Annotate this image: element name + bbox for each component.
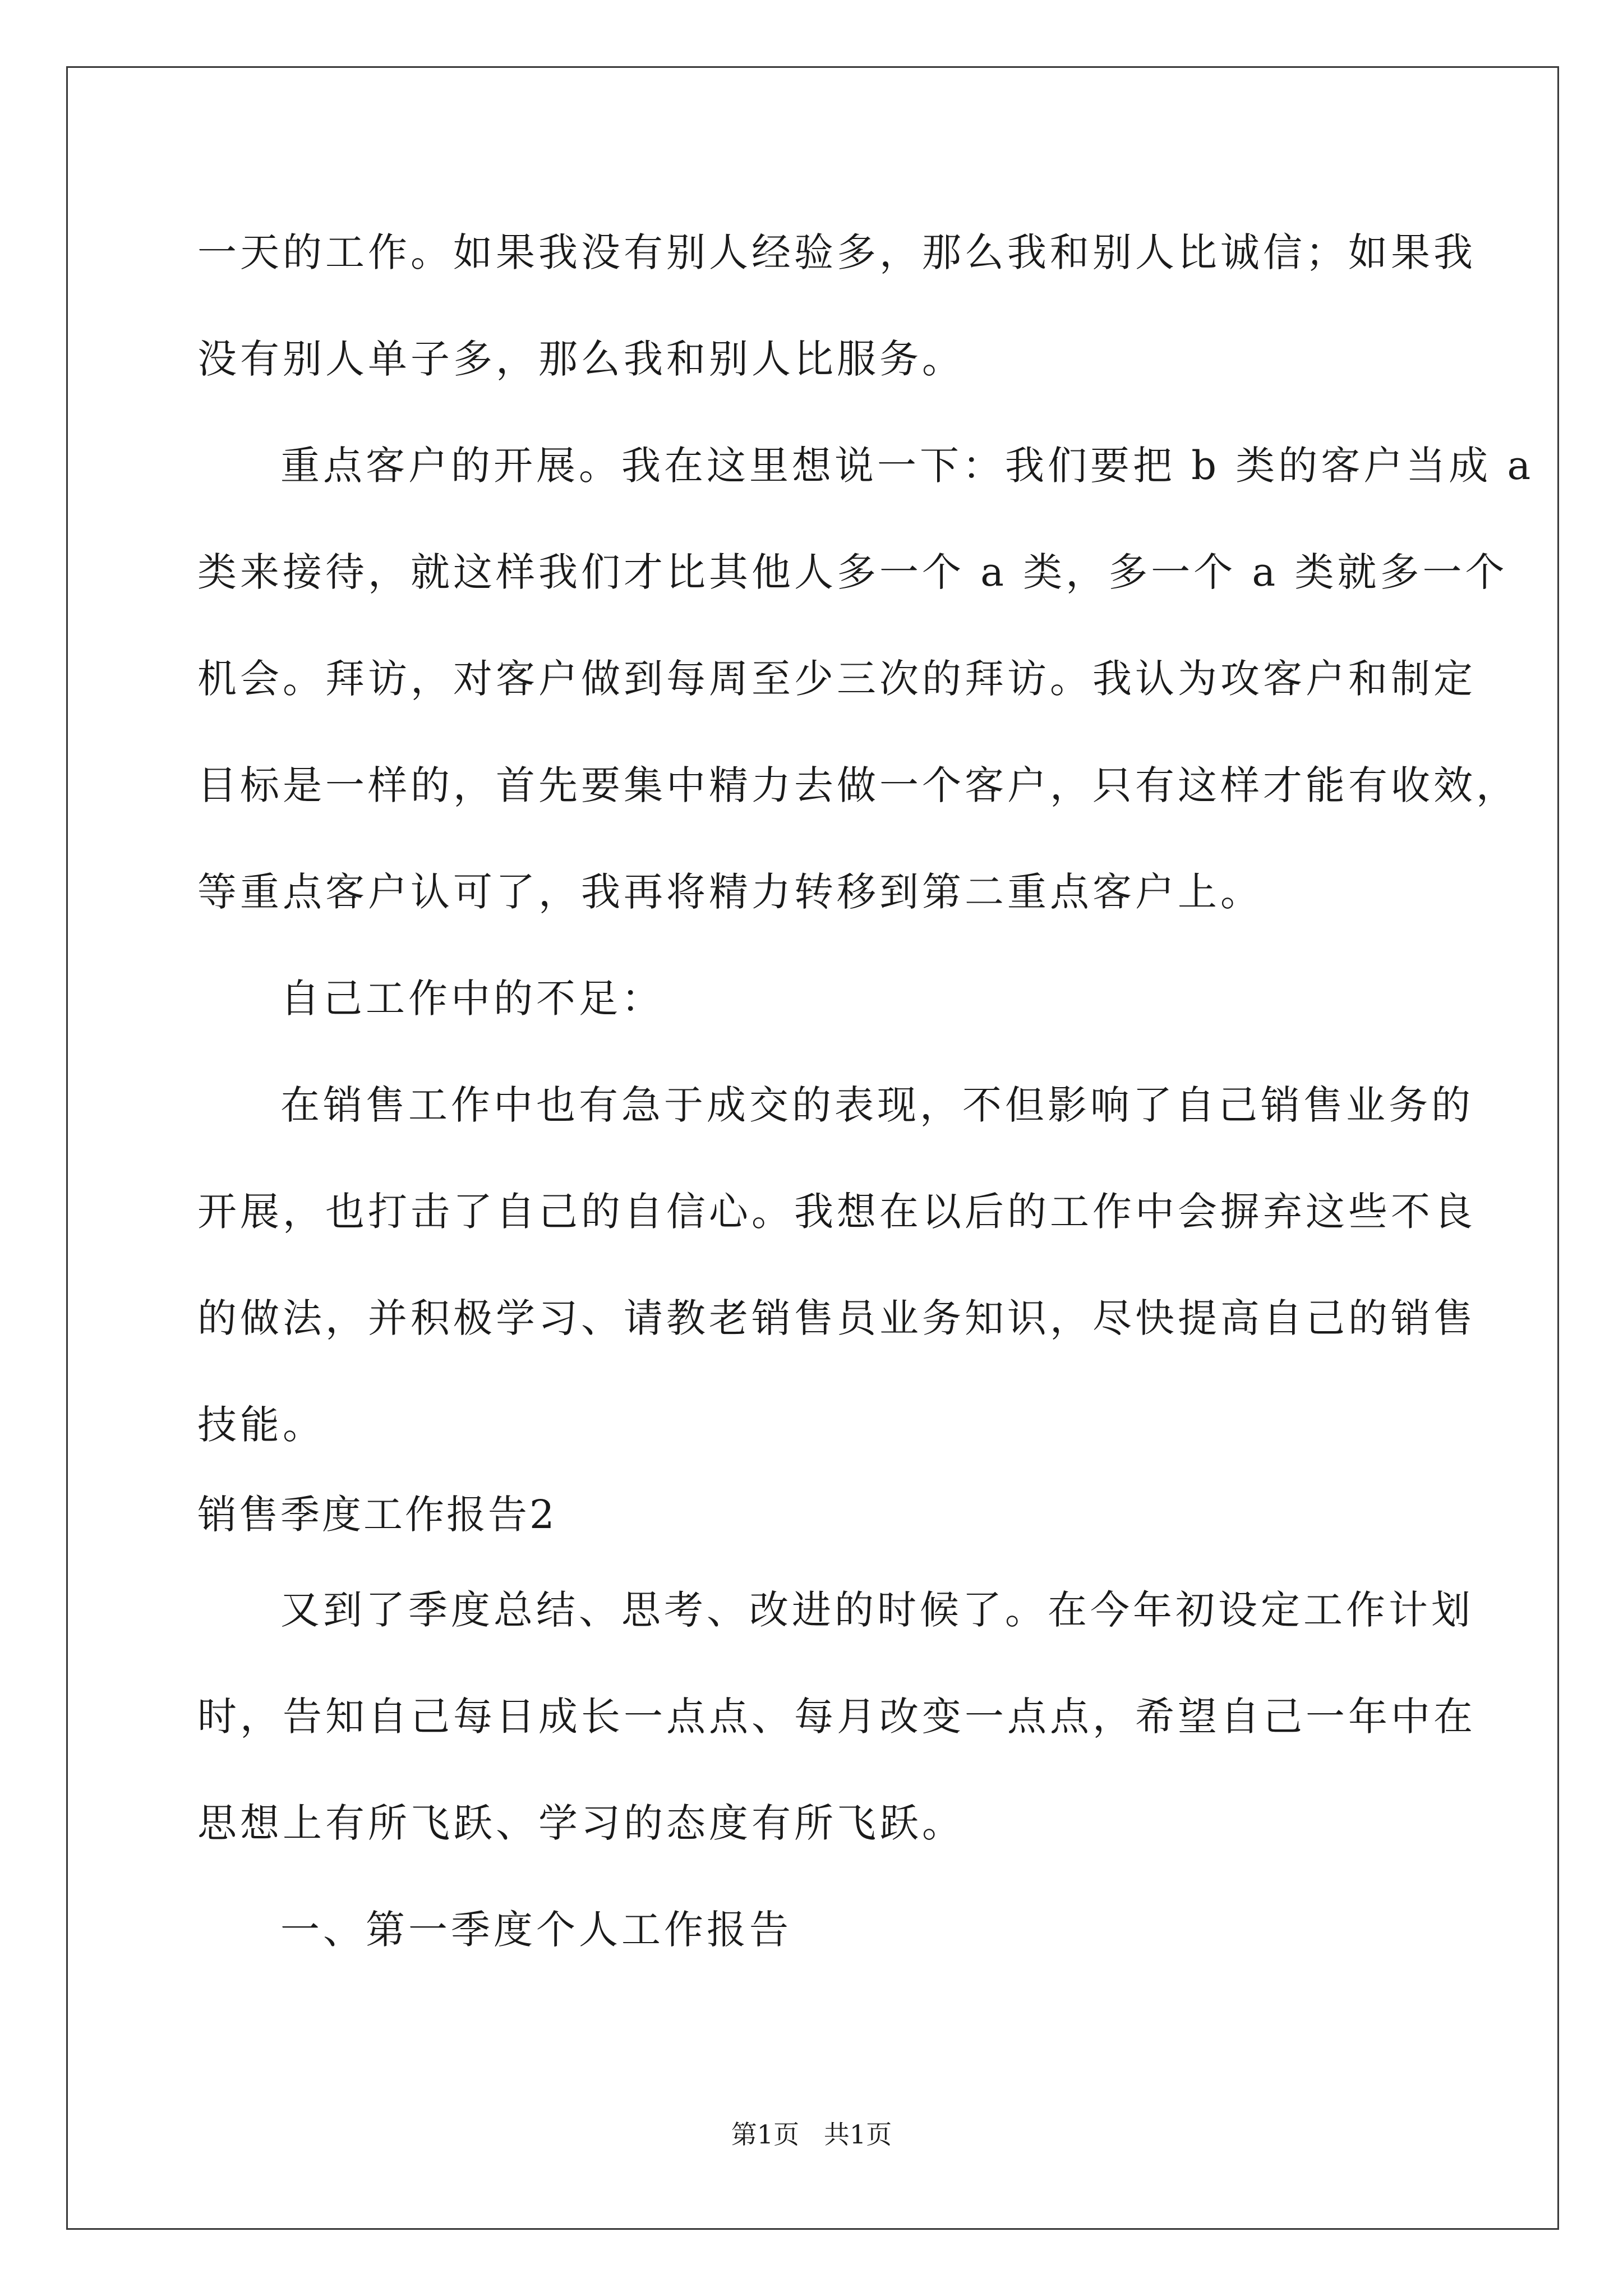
paragraph-start-line: 在销售工作中也有急于成交的表现，不但影响了自己销售业务的 bbox=[280, 1082, 1474, 1128]
paragraph-start-line: 重点客户的开展。我在这里想说一下：我们要把 b 类的客户当成 a bbox=[280, 443, 1534, 489]
text-line: 等重点客户认可了，我再将精力转移到第二重点客户上。 bbox=[197, 869, 1263, 915]
paragraph-start-line: 又到了季度总结、思考、改进的时候了。在今年初设定工作计划 bbox=[280, 1587, 1474, 1633]
text-line: 类来接待，就这样我们才比其他人多一个 a 类，多一个 a 类就多一个 bbox=[197, 549, 1508, 595]
text-line: 没有别人单子多，那么我和别人比服务。 bbox=[197, 336, 965, 382]
text-line: 开展，也打击了自己的自信心。我想在以后的工作中会摒弃这些不良 bbox=[197, 1189, 1476, 1235]
paragraph-start-line: 一、第一季度个人工作报告 bbox=[280, 1907, 792, 1953]
text-line: 思想上有所飞跃、学习的态度有所飞跃。 bbox=[197, 1800, 965, 1846]
text-line: 技能。 bbox=[197, 1402, 325, 1448]
paragraph-start-line: 自己工作中的不足： bbox=[280, 976, 664, 1022]
page-footer: 第1页 共1页 bbox=[731, 2119, 892, 2150]
text-line: 时，告知自己每日成长一点点、每月改变一点点，希望自己一年中在 bbox=[197, 1694, 1476, 1740]
section-heading: 销售季度工作报告2 bbox=[197, 1492, 557, 1538]
text-line: 一天的工作。如果我没有别人经验多，那么我和别人比诚信；如果我 bbox=[197, 229, 1476, 275]
text-line: 目标是一样的，首先要集中精力去做一个客户，只有这样才能有收效， bbox=[197, 762, 1519, 808]
text-line: 的做法，并积极学习、请教老销售员业务知识，尽快提高自己的销售 bbox=[197, 1295, 1476, 1341]
text-line: 机会。拜访，对客户做到每周至少三次的拜访。我认为攻客户和制定 bbox=[197, 656, 1476, 702]
